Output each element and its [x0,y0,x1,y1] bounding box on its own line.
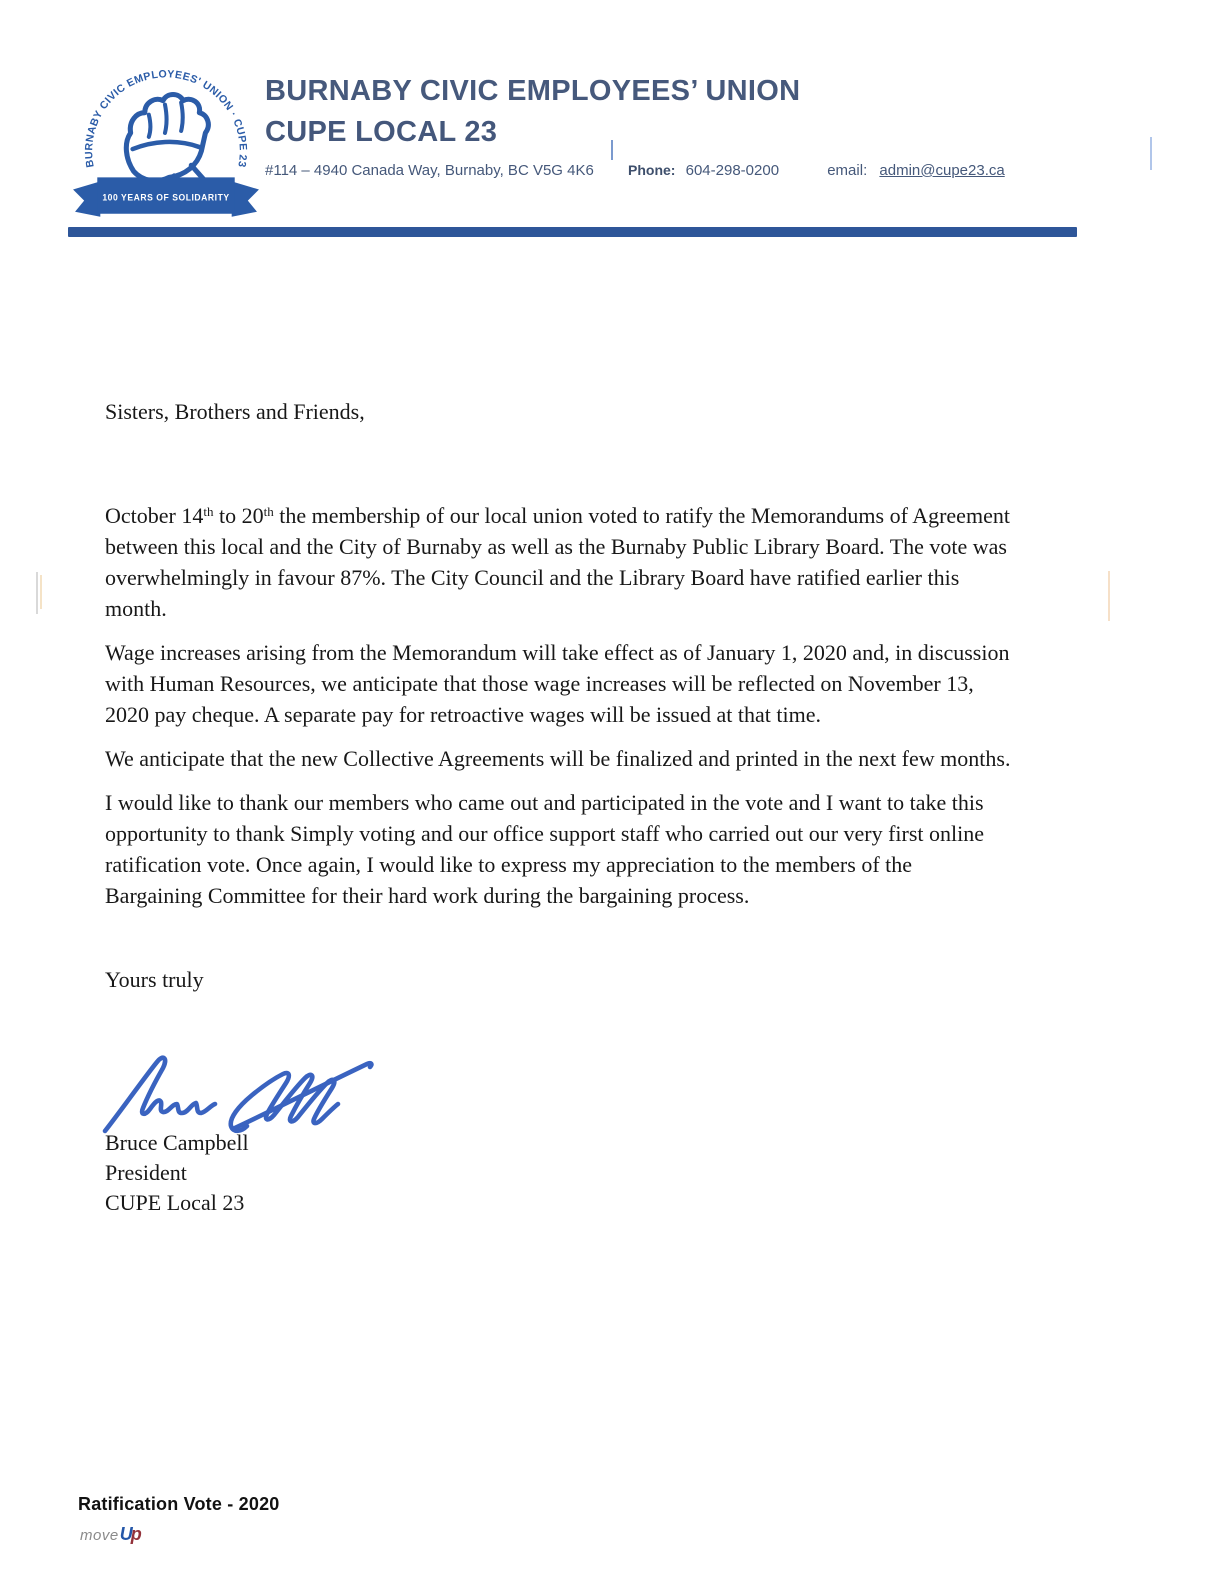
scan-artifact-line [611,140,613,160]
scan-artifact-line [40,575,42,609]
text-segment: October 14 [105,503,204,528]
text-segment: the membership of our local union voted to ratify the Memorandums of Agreement between this local and the City of Burnaby as well as the Burnaby Public Library Board. The vote was overwhelmingly in favour 87%. The City Council and the Library Board have ratified earlier this month. [105,503,1010,621]
union-logo [70,62,262,222]
signer-org: CUPE Local 23 [105,1190,245,1215]
handwritten-signature [95,1036,395,1136]
logo-arc-text: BURNABY CIVIC EMPLOYEES' UNION · CUPE 23 [83,68,249,169]
scan-artifact-line [1108,571,1110,621]
street-address: #114 – 4940 Canada Way, Burnaby, BC V5G 4K6 [265,161,594,179]
letterhead-text [265,76,1005,179]
ordinal-suffix: th [263,504,274,519]
moveup-logo-u: U [119,1524,133,1544]
paragraph-1 [105,500,1013,624]
footer-reference: Ratification Vote - 2020 [78,1494,280,1514]
paragraph-2: Wage increases arising from the Memorandum will take effect as of January 1, 2020 and, in discussion with Human Resources, we anticipate that those wage increases will be reflected on November 13, 2020 pay cheque. A separate pay for retroactive wages will be issued at that time. [105,640,1010,727]
letterhead-divider [68,227,1077,237]
moveup-logo [80,1524,142,1545]
org-name: BURNABY CIVIC EMPLOYEES’ UNION [265,75,801,107]
moveup-logo-p: p [130,1524,142,1544]
scan-artifact-line [1150,137,1152,170]
scan-artifact-line [36,572,38,614]
phone-number: 604-298-0200 [685,161,780,179]
contact-row [265,162,1005,179]
email-label: email: [827,161,868,179]
salutation: Sisters, Brothers and Friends, [105,399,365,424]
text-segment: to 20 [213,503,264,528]
closing-line: Yours truly [105,967,204,992]
paragraph-4: I would like to thank our members who came out and participated in the vote and I want to take this opportunity to thank Simply voting and our office support staff who carried out our very first online ratification vote. Once again, I would like to express my appreciation to the members of the Bargaining Committee for their hard work during the bargaining process. [105,790,985,908]
phone-label: Phone: [628,161,676,178]
letter-body [105,396,1013,995]
email-link[interactable]: admin@cupe23.ca [879,161,1005,179]
signer-name: Bruce Campbell [105,1130,249,1155]
signer-title: President [105,1160,187,1185]
ordinal-suffix: th [203,504,214,519]
logo-banner-text: 100 YEARS OF SOLIDARITY [102,192,230,204]
raised-fist-icon [126,95,208,191]
signature-block [105,1128,249,1218]
logo-ribbon [73,177,259,216]
moveup-logo-move: move [80,1527,119,1544]
paragraph-3: We anticipate that the new Collective Agreements will be finalized and printed in the next few months. [105,746,1011,771]
local-name: CUPE LOCAL 23 [265,115,498,148]
